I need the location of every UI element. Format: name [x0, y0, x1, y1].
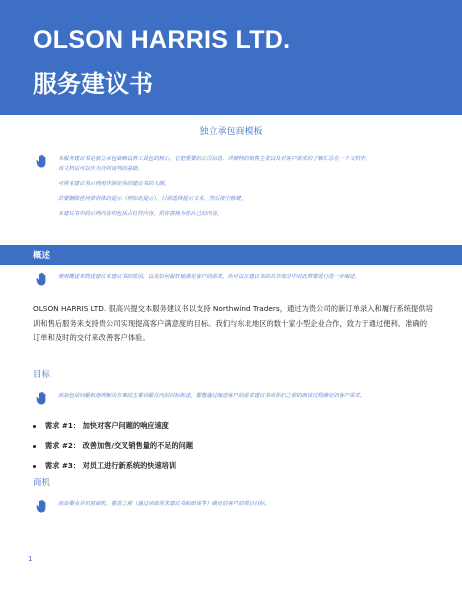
page-number: 1: [28, 555, 33, 563]
goals-tip-text: 添加包括问题和逐例解决方案的主要话题在内的目标陈述。要想通过阐述客户的需求建议书或你们之前的面谈过程确定的客户需求。: [58, 393, 366, 399]
intro-tip-line: 若要删除任何带斜体的提示（例如此提示），只需选择提示文本，然后按空格键。: [58, 196, 247, 202]
bullet-icon: [33, 425, 36, 428]
bullet-icon: [33, 465, 36, 468]
overview-section-bar: [0, 245, 462, 265]
intro-tip-line: 本服务建议书是独立承包商赖以将工具包的核心。它把重要的公司信息、详细特的销售主张以及对客户需求的了解汇总在一个文档中。: [58, 156, 371, 162]
requirement-item: [33, 441, 433, 451]
opportunity-tip: [36, 499, 436, 509]
requirements-list: [33, 421, 433, 481]
overview-body: OLSON HARRIS LTD. 很高兴提交本服务建议书以支持 Northwind Traders，通过为贵公司的新订单录入和履行系统提供培训和售后服务来支持贵公司实现提高客户满意度的目标。我们与东北地区的数十家小型企业合作，致力于通过便利、准确的订单和及时的交付来改善客户体验。: [33, 304, 433, 342]
hand-icon: [36, 272, 48, 286]
requirement-item: [33, 421, 433, 431]
overview-tip: [36, 272, 436, 282]
requirement-item: [33, 461, 433, 471]
bullet-icon: [33, 445, 36, 448]
hand-icon: [36, 154, 48, 168]
hand-icon: [36, 499, 48, 513]
opportunity-tip-text: 添加要点并识别商机。要进之前（通过读取需求建议书和面谈等）确定的客户的项目目标。: [58, 501, 270, 507]
header-banner: [0, 0, 462, 115]
requirement-text: 需求 #2： 改善加售/交叉销售量的不足的问题: [45, 441, 194, 450]
goals-heading: 目标: [33, 370, 51, 380]
requirement-text: 需求 #1： 加快对客户问题的响应速度: [45, 421, 169, 430]
intro-tip-line: 可将本建议书示例用作制定你的建议书的大纲。: [58, 181, 170, 187]
document-title: 服务建议书: [33, 70, 153, 98]
intro-tip: [36, 154, 436, 219]
opportunity-heading: 商机: [33, 478, 51, 488]
overview-tip-text: 使用概述来简述建议本建议书的原因，以及如何最好地满足客户的需求。你可以在建议书的其余部分中对此简要进行进一步阐述。: [58, 274, 360, 280]
intro-tip-line: 本建议书中的示例内容均包括占位符内容。供你替换为你自己的内容。: [58, 211, 223, 217]
hand-icon: [36, 391, 48, 405]
company-name: OLSON HARRIS LTD.: [33, 26, 291, 54]
overview-section-label: 概述: [33, 251, 51, 261]
goals-tip: [36, 391, 436, 401]
requirement-text: 需求 #3： 对员工进行新系统的快速培训: [45, 461, 177, 470]
document-subtitle: 独立承包商模板: [199, 127, 263, 137]
intro-tip-line: 该文档以可以作为合同谈判的基础。: [58, 166, 143, 172]
